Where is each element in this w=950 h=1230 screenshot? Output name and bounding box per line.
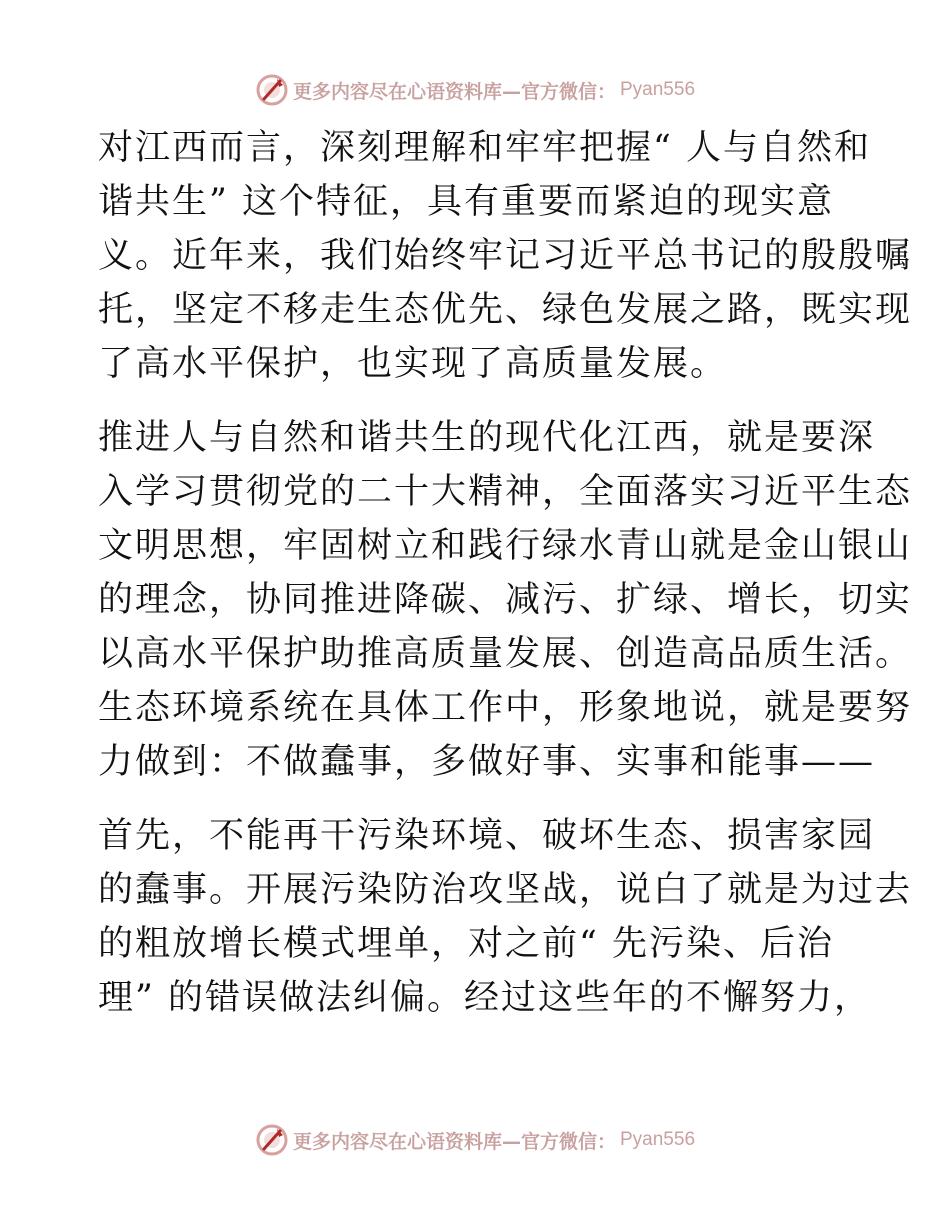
text-line: 生态环境系统在具体工作中，形象地说，就是要努 [98, 688, 913, 728]
text-line: 对江西而言，深刻理解和牢牢把握“ 人与自然和 [98, 128, 872, 168]
text-line: 首先，不能再干污染环境、破坏生态、损害家园 [98, 816, 876, 856]
text-line: 的蠢事。开展污染防治攻坚战，说白了就是为过去 [98, 870, 913, 910]
footer-watermark [0, 1122, 950, 1158]
text-line: 以高水平保护助推高质量发展、创造高品质生活。 [98, 634, 913, 674]
paragraph-2 [98, 411, 913, 789]
watermark-text: 更多内容尽在心语资料库—官方微信： [292, 1130, 616, 1153]
paragraph-1 [98, 121, 913, 391]
text-line: 入学习贯彻党的二十大精神，全面落实习近平生态 [98, 472, 913, 512]
text-line: 谐共生” 这个特征，具有重要而紧迫的现实意 [98, 182, 835, 222]
watermark-wechat-id: Pyan556 [620, 1129, 696, 1150]
text-line: 义。近年来，我们始终牢记习近平总书记的殷殷嘱 [98, 236, 913, 276]
text-line: 了高水平保护，也实现了高质量发展。 [98, 344, 728, 384]
text-line: 理” 的错误做法纠偏。经过这些年的不懈努力， [98, 978, 872, 1018]
text-line: 文明思想，牢固树立和践行绿水青山就是金山银山 [98, 526, 913, 566]
text-line: 的理念，协同推进降碳、减污、扩绿、增长，切实 [98, 580, 913, 620]
brand-logo-icon [255, 73, 289, 107]
brand-logo-icon [255, 1123, 289, 1157]
article-body [98, 121, 913, 1025]
text-line: 力做到：不做蠢事，多做好事、实事和能事—— [98, 742, 876, 782]
text-line: 托，坚定不移走生态优先、绿色发展之路，既实现 [98, 290, 913, 330]
text-line: 推进人与自然和谐共生的现代化江西，就是要深 [98, 418, 876, 458]
paragraph-3 [98, 809, 913, 1025]
text-line: 的粗放增长模式埋单，对之前“ 先污染、后治 [98, 924, 835, 964]
watermark-text: 更多内容尽在心语资料库—官方微信： [292, 80, 616, 103]
header-watermark [0, 72, 950, 108]
watermark-wechat-id: Pyan556 [620, 79, 696, 100]
